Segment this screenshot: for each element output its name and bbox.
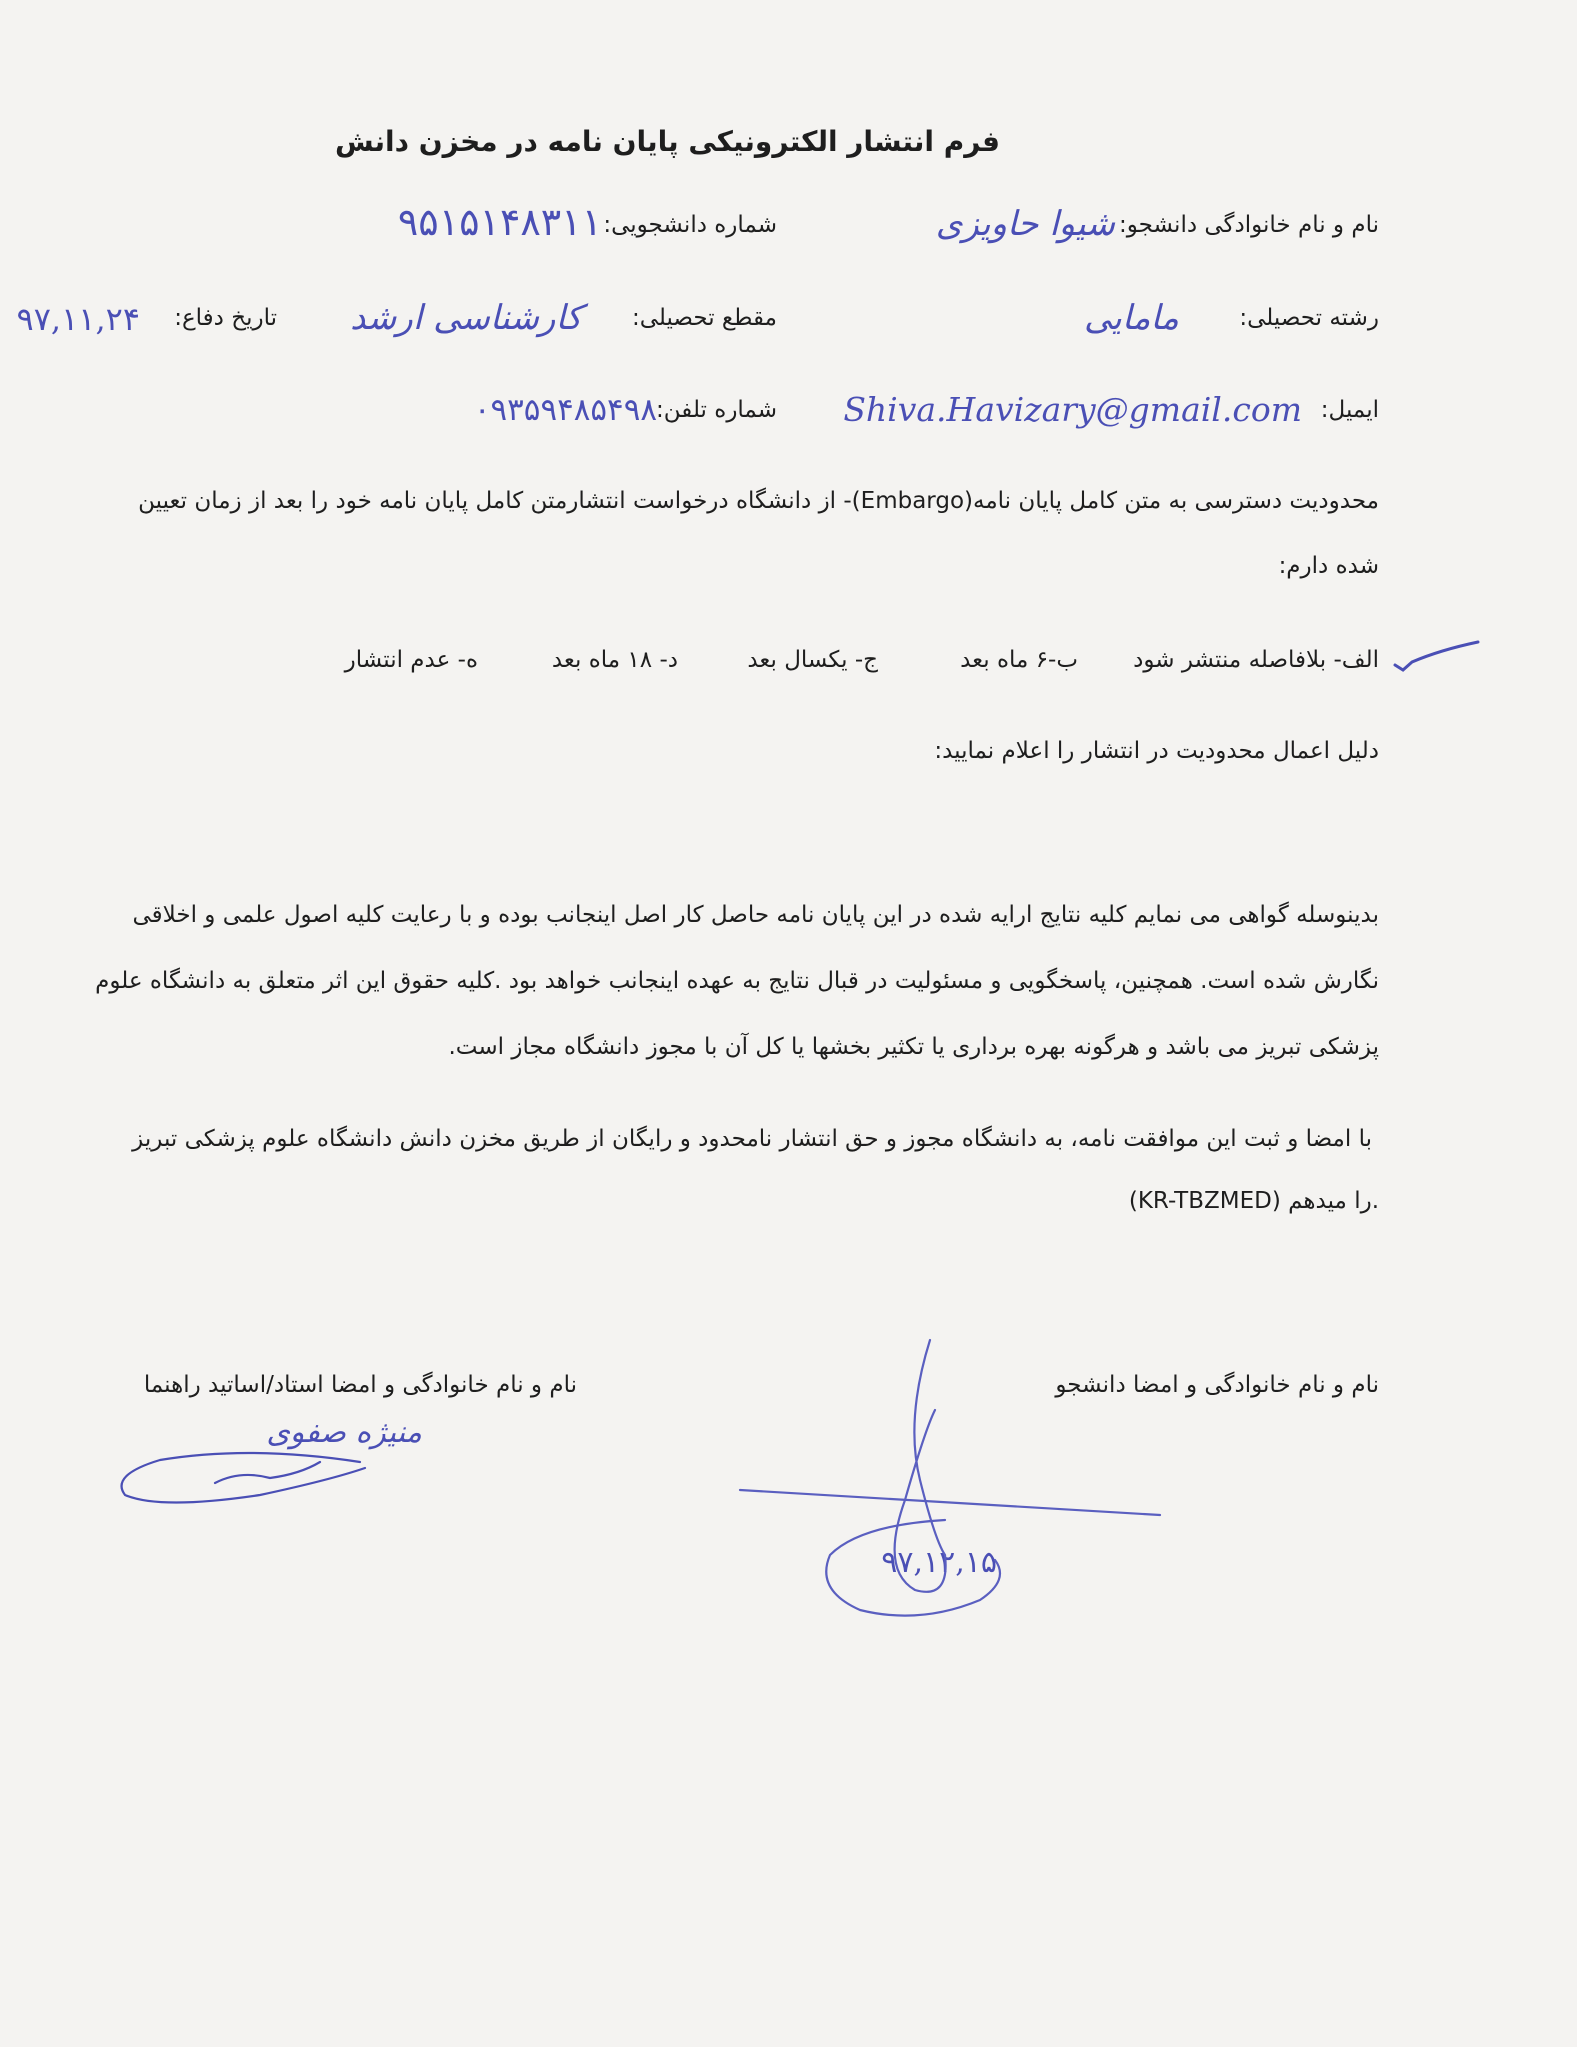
advisor-signature-label: نام و نام خانوادگی و امضا استاد/اساتید راهنما bbox=[143, 1372, 577, 1398]
degree-level-value: کارشناسی ارشد bbox=[350, 298, 582, 338]
selected-option-checkmark bbox=[1395, 642, 1478, 670]
student-name-label: نام و نام خانوادگی دانشجو: bbox=[1119, 212, 1379, 238]
advisor-handwritten-name: منیژه صفوی bbox=[266, 1415, 422, 1450]
embargo-option-immediate: الف- بلافاصله منتشر شود bbox=[1133, 647, 1379, 673]
embargo-option-1-year: ج- یکسال بعد bbox=[747, 647, 878, 673]
consent-line1: با امضا و ثبت این موافقت نامه، به دانشگاه مجوز و حق انتشار نامحدود و رایگان از طریق مخزن دانش دانشگاه علوم پزشکی تبریز bbox=[132, 1126, 1372, 1152]
student-signature bbox=[740, 1340, 1160, 1616]
form-title: فرم انتشار الکترونیکی پایان نامه در مخزن دانش bbox=[334, 125, 1000, 158]
advisor-signature bbox=[122, 1453, 365, 1503]
declaration-line2: نگارش شده است. همچنین، پاسخگویی و مسئولیت در قبال نتایج به عهده اینجانب خواهد بود .کلیه حقوق این اثر متعلق به دانشگاه علوم bbox=[95, 968, 1379, 994]
defense-date-label: تاریخ دفاع: bbox=[174, 305, 277, 331]
student-number-label: شماره دانشجویی: bbox=[603, 212, 777, 238]
phone-label: شماره تلفن: bbox=[656, 397, 777, 423]
embargo-option-18-months: د- ۱۸ ماه بعد bbox=[551, 647, 678, 673]
major-value: مامایی bbox=[1084, 298, 1179, 338]
embargo-option-no-publication: ه- عدم انتشار bbox=[344, 647, 478, 673]
student-name-value: شیوا حاویزی bbox=[935, 204, 1115, 244]
embargo-option-6-months: ب-۶ ماه بعد bbox=[960, 647, 1078, 673]
consent-line2: (KR-TBZMED) را میدهم. bbox=[1128, 1188, 1379, 1214]
student-signature-label: نام و نام خانوادگی و امضا دانشجو bbox=[1055, 1372, 1379, 1398]
declaration-line1: بدینوسله گواهی می نمایم کلیه نتایج ارایه شده در این پایان نامه حاصل کار اصل اینجانب بوده و با رعایت کلیه اصول علمی و اخلاقی bbox=[132, 902, 1379, 928]
email-value: Shiva.Havizary@gmail.com bbox=[843, 390, 1302, 429]
email-label: ایمیل: bbox=[1320, 397, 1379, 423]
phone-value: ۰۹۳۵۹۴۸۵۴۹۸ bbox=[473, 392, 657, 428]
student-number-value: ۹۵۱۵۱۴۸۳۱۱ bbox=[397, 200, 602, 244]
declaration-line3: پزشکی تبریز می باشد و هرگونه بهره برداری یا تکثیر بخشها یا کل آن با مجوز دانشگاه مجاز است. bbox=[448, 1034, 1379, 1060]
defense-date-value: ۹۷,۱۱,۲۴ bbox=[16, 300, 140, 338]
degree-level-label: مقطع تحصیلی: bbox=[631, 305, 777, 331]
restriction-reason-label: دلیل اعمال محدودیت در انتشار را اعلام نمایید: bbox=[934, 738, 1379, 764]
major-label: رشته تحصیلی: bbox=[1239, 305, 1379, 331]
embargo-text-line1: محدودیت دسترسی به متن کامل پایان نامه(Embargo)- از دانشگاه درخواست انتشارمتن کامل پایان نامه خود را بعد از زمان تعیین bbox=[138, 488, 1379, 514]
embargo-text-line2: شده دارم: bbox=[1278, 553, 1379, 579]
student-signature-date: ۹۷,۱۲,۱۵ bbox=[881, 1545, 997, 1580]
